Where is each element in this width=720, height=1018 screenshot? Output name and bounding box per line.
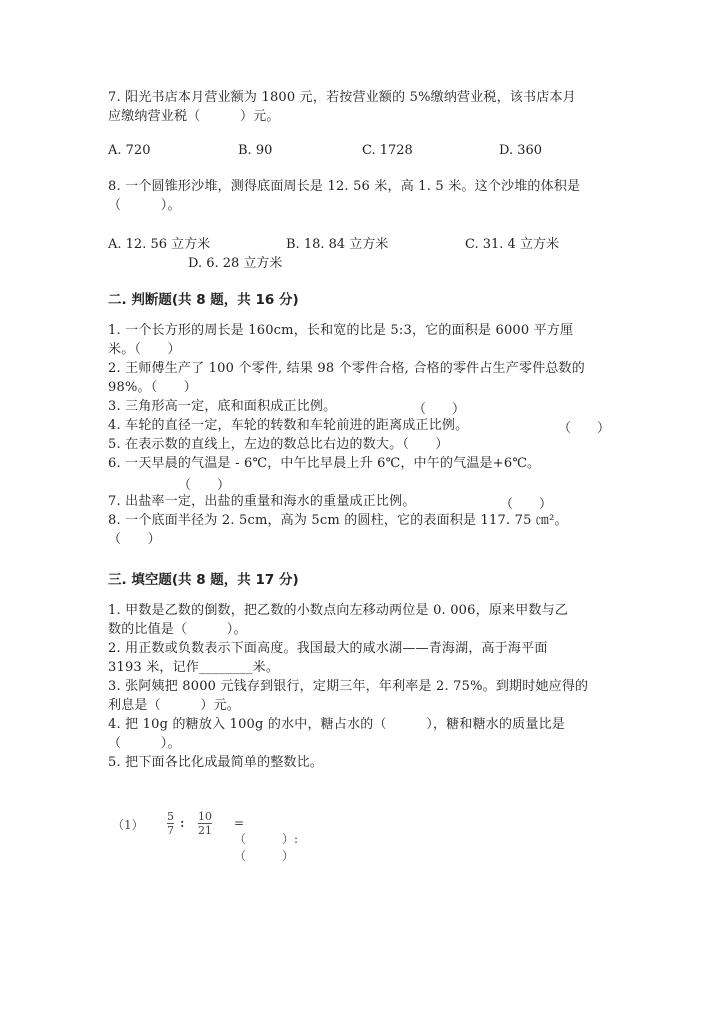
s2-line: 5. 在表示数的直线上，左边的数总比右边的数大。（ ）	[108, 437, 449, 452]
q7-line1: 7. 阳光书店本月营业额为 1800 元，若按营业额的 5%缴纳营业税，该书店本月	[108, 90, 576, 105]
s2-line: 8. 一个底面半径为 2. 5cm，高为 5cm 的圆柱，它的表面积是 117. 75 ㎝²。	[108, 513, 568, 528]
s3-line: 利息是（ ）元。	[108, 698, 241, 713]
s3-line: （ ）。	[108, 736, 181, 751]
s2-q7-paren: （ ）	[500, 497, 553, 512]
s3-line: 3. 张阿姨把 8000 元钱存到银行，定期三年，年利率是 2. 75%。到期时她应得的	[108, 679, 589, 694]
q8-option-c: C. 31. 4 立方米	[465, 237, 559, 252]
fraction-10-21	[198, 810, 212, 837]
denominator: 7	[167, 824, 174, 837]
s2-q3-paren: （ ）	[413, 402, 466, 417]
section3-heading: 三. 填空题(共 8 题，共 17 分)	[108, 572, 299, 588]
sub-label: （1）	[112, 818, 144, 832]
s2-q6-paren: （ ）	[178, 478, 231, 493]
s2-line: 6. 一天早晨的气温是 - 6℃，中午比早晨上升 6℃，中午的气温是+6℃。	[108, 456, 541, 471]
s2-line: 1. 一个长方形的周长是 160cm，长和宽的比是 5:3，它的面积是 6000 平方厘	[108, 323, 574, 338]
fraction-5-7	[167, 810, 174, 837]
s2-line: 7. 出盐率一定，出盐的重量和海水的重量成正比例。	[108, 494, 416, 509]
ratio-colon: :	[180, 816, 185, 830]
numerator: 5	[167, 810, 174, 823]
s3-line: 3193 米，记作________米。	[108, 660, 280, 675]
s2-line: （ ）	[108, 532, 161, 547]
s3-line: 数的比值是（ ）。	[108, 622, 247, 637]
s3-line: 5. 把下面各比化成最简单的整数比。	[108, 755, 324, 770]
q8-line2: （ ）。	[108, 198, 181, 213]
s2-line: 98%。（ ）	[108, 380, 197, 395]
q7-line2: 应缴纳营业税（ ）元。	[108, 109, 280, 124]
numerator: 10	[198, 810, 212, 823]
section2-heading: 二. 判断题(共 8 题，共 16 分)	[108, 292, 299, 308]
q7-option-d: D. 360	[499, 143, 543, 158]
s3-line: 1. 甲数是乙数的倒数，把乙数的小数点向左移动两位是 0. 006，原来甲数与乙	[108, 603, 569, 618]
q8-option-a: A. 12. 56 立方米	[108, 237, 211, 252]
s2-line: 4. 车轮的直径一定，车轮的转数和车轮前进的距离成正比例。	[108, 418, 469, 433]
denominator: 21	[198, 824, 212, 837]
s2-line: 3. 三角形高一定，底和面积成正比例。	[108, 399, 337, 414]
q7-option-a: A. 720	[108, 143, 151, 158]
q7-option-c: C. 1728	[362, 143, 413, 158]
s2-line: 2. 王师傅生产了 100 个零件, 结果 98 个零件合格, 合格的零件占生产零件总数的	[108, 361, 585, 376]
answer-blanks: =（ ）:（ ）	[234, 816, 299, 863]
s3-line: 2. 用正数或负数表示下面高度。我国最大的咸水湖——青海湖，高于海平面	[108, 641, 548, 656]
q7-option-b: B. 90	[238, 143, 273, 158]
q8-line1: 8. 一个圆锥形沙堆，测得底面周长是 12. 56 米，高 1. 5 米。这个沙堆的体积是	[108, 179, 581, 194]
s2-q4-paren: （ ）	[558, 421, 611, 436]
s2-line: 米。（ ）	[108, 342, 181, 357]
q8-option-d: D. 6. 28 立方米	[188, 256, 283, 271]
q8-option-b: B. 18. 84 立方米	[286, 237, 389, 252]
s3-line: 4. 把 10g 的糖放入 100g 的水中，糖占水的（ ），糖和糖水的质量比是	[108, 717, 565, 732]
